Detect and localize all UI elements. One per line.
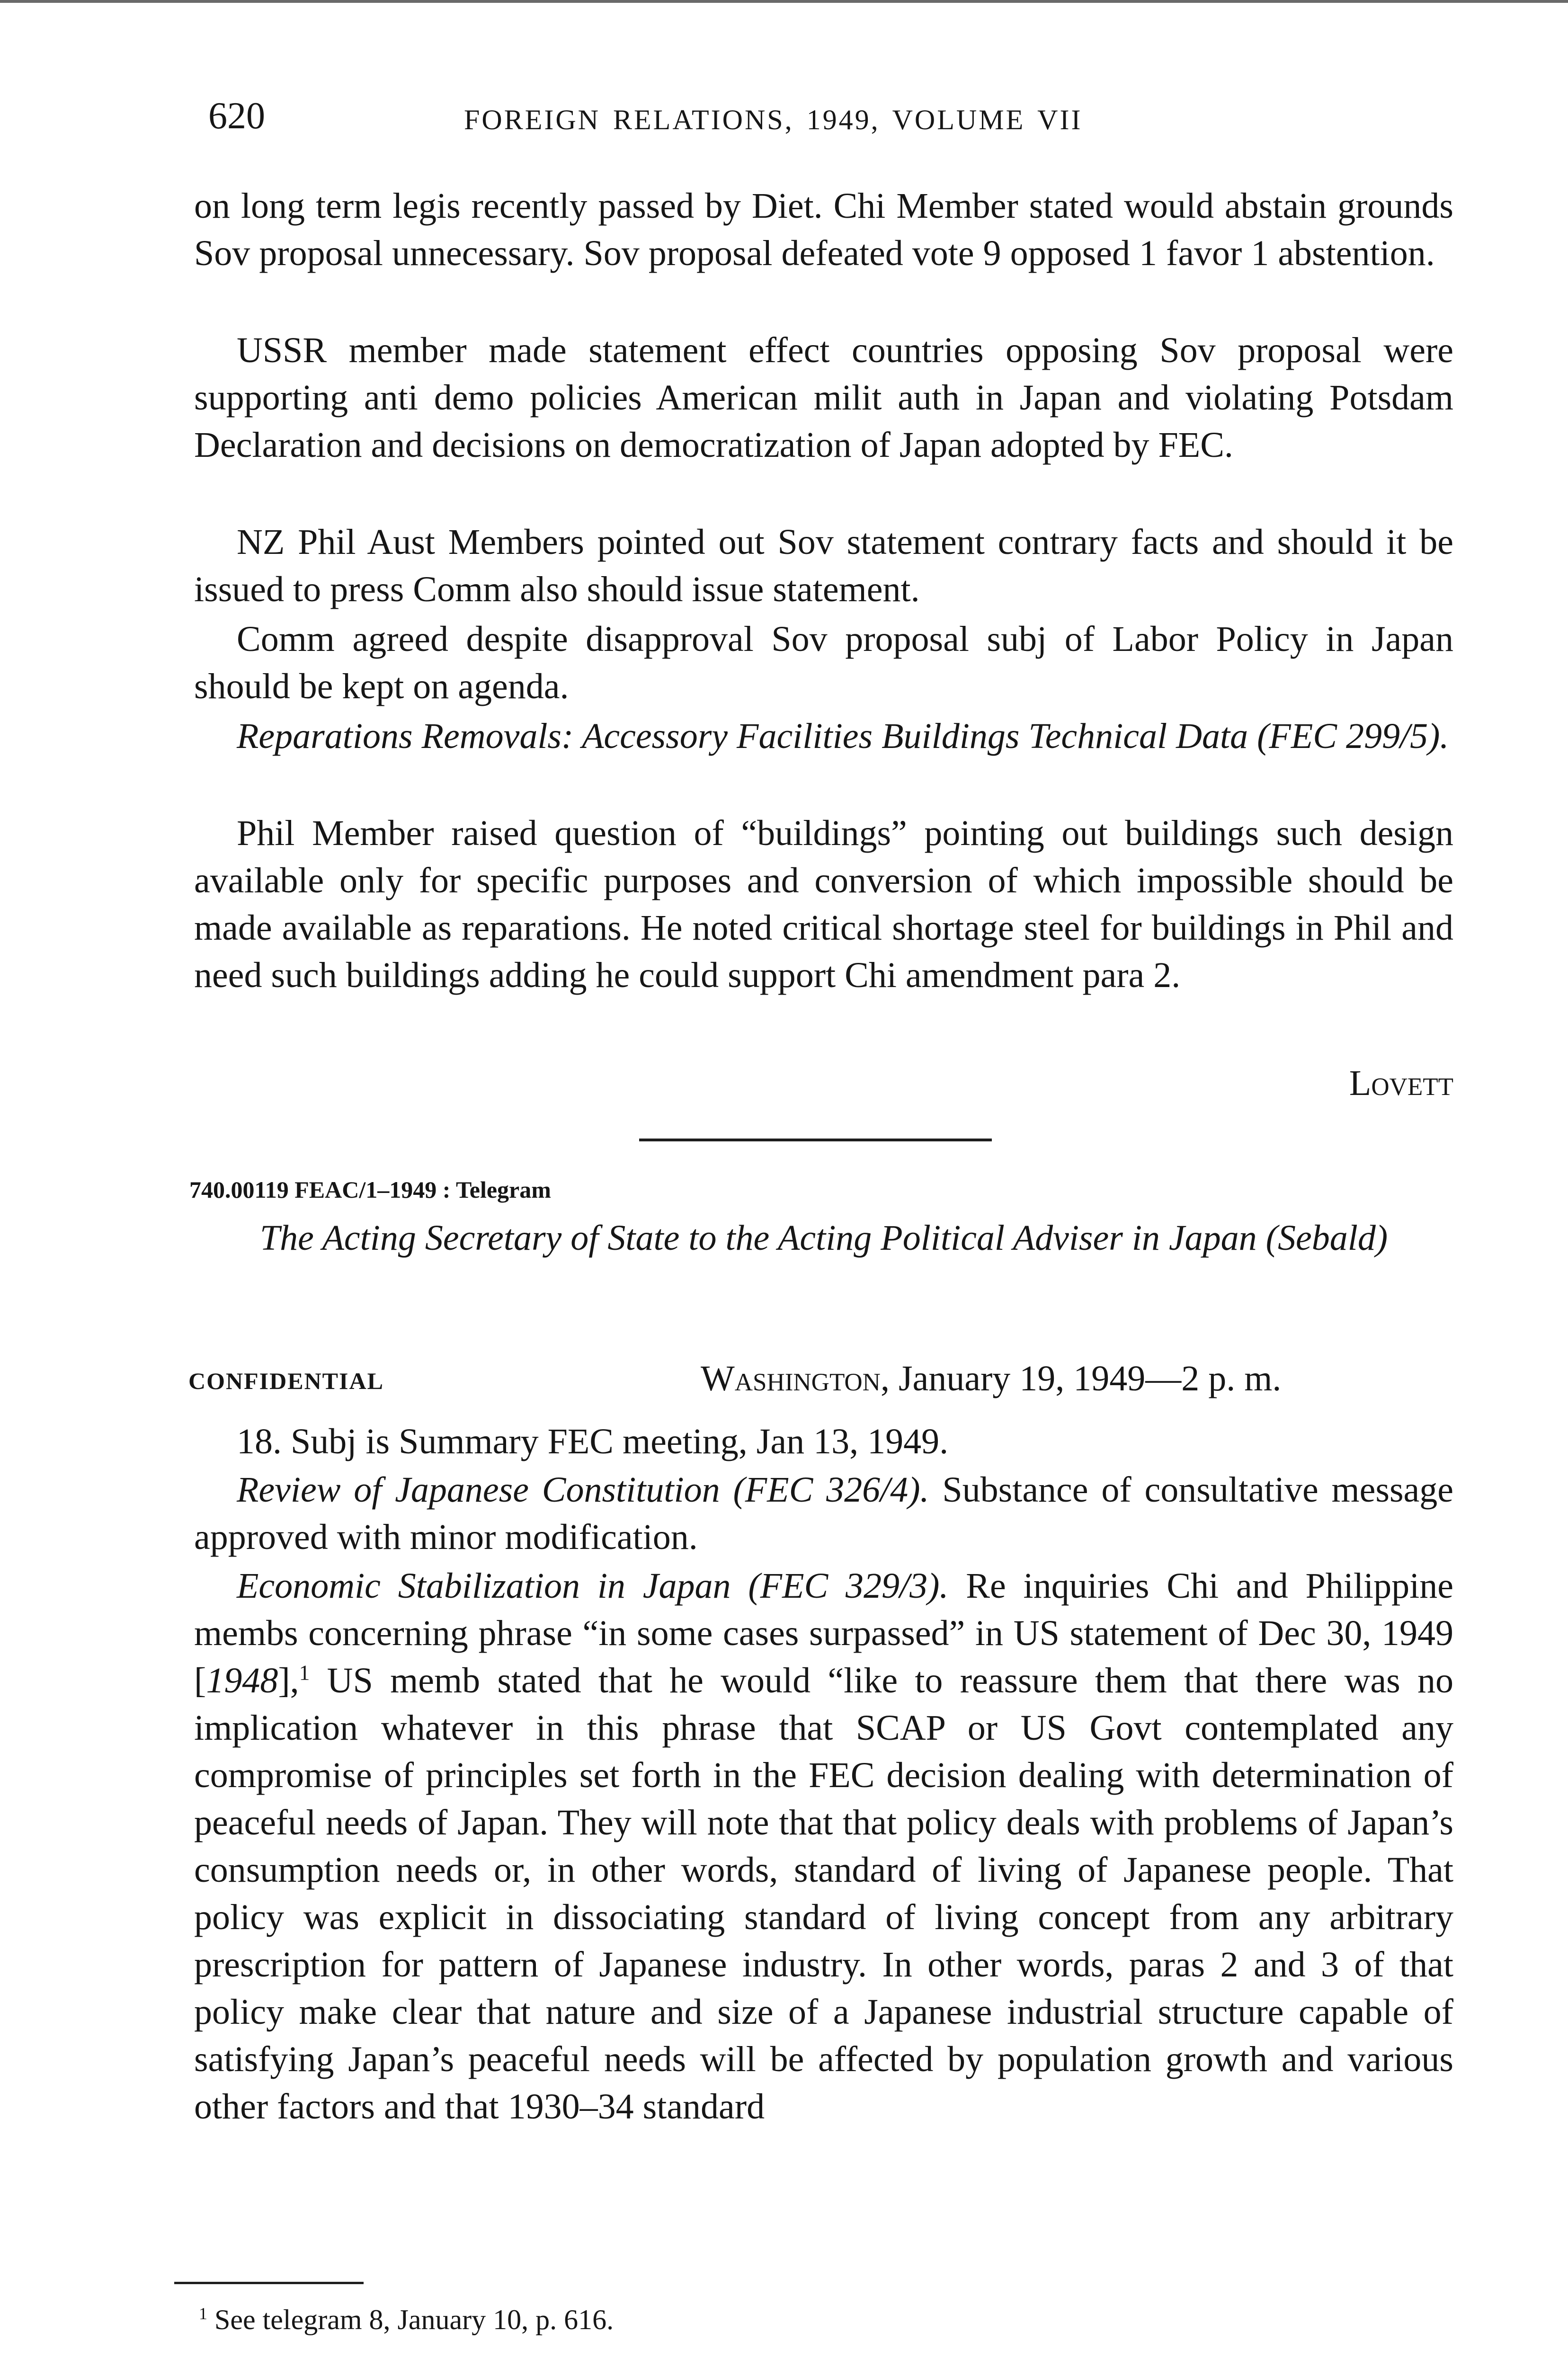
- section-heading-reparations: Reparations Removals: Accessory Facilities Buildings Technical Data (FEC 299/5).: [237, 716, 1449, 756]
- document-separator-rule: [639, 1139, 992, 1141]
- paragraph-economic-stabilization: [194, 1562, 1453, 2130]
- footnote-marker: 1: [199, 2304, 207, 2323]
- running-head: FOREIGN RELATIONS, 1949, VOLUME VII: [464, 104, 1083, 135]
- signature-lovett: Lovett: [1349, 1063, 1453, 1103]
- footnote-rule: [174, 2282, 364, 2284]
- page-top-edge: [0, 0, 1568, 3]
- dateline-city: Washington: [701, 1359, 881, 1398]
- dateline: [701, 1355, 1281, 1402]
- page-number: 620: [208, 95, 265, 137]
- economic-text-part-2: ],: [278, 1661, 299, 1700]
- review-text: Substance of consultative message approved with minor modification.: [194, 1470, 1453, 1557]
- bracket-year-correction: 1948: [206, 1661, 278, 1700]
- section-heading-economic: Economic Stabilization in Japan (FEC 329/3).: [237, 1566, 949, 1606]
- document-title: The Acting Secretary of State to the Acting Political Adviser in Japan (Sebald): [259, 1218, 1388, 1258]
- file-reference: 740.00119 FEAC/1–1949 : Telegram: [189, 1176, 551, 1203]
- paragraph-labor-policy: Comm agreed despite disapproval Sov proposal subj of Labor Policy in Japan should be kept on agenda.: [194, 619, 1453, 706]
- paragraph-nz-phil-aust: NZ Phil Aust Members pointed out Sov statement contrary facts and should it be issued to press Comm also should issue statement.: [194, 522, 1453, 609]
- paragraph-phil-buildings: Phil Member raised question of “buildings” pointing out buildings such design available only for specific purposes and conversion of which impossible should be made available as reparations. He noted critical shortage steel for buildings in Phil and need such buildings adding he could support Chi amendment para 2.: [194, 813, 1453, 995]
- dateline-date: , January 19, 1949—2 p. m.: [880, 1359, 1282, 1398]
- footnote-text: See telegram 8, January 10, p. 616.: [207, 2304, 614, 2335]
- economic-text-part-1: Re inquiries Chi and Philippine membs concerning phrase “in some cases surpassed” in US statement of Dec 30, 1949 [: [194, 1566, 1454, 1700]
- footnote: [199, 2301, 614, 2339]
- paragraph-review-constitution: [194, 1466, 1453, 1561]
- classification-label: CONFIDENTIAL: [188, 1368, 384, 1394]
- page-header: [208, 92, 1449, 140]
- paragraph-ussr-statement: USSR member made statement effect countries opposing Sov proposal were supporting anti demo policies American milit auth in Japan and violating Potsdam Declaration and decisions on democratization of Japan adopted by FEC.: [194, 330, 1453, 465]
- paragraph-subject: 18. Subj is Summary FEC meeting, Jan 13, 1949.: [237, 1422, 949, 1461]
- footnote-reference: 1: [299, 1660, 310, 1685]
- economic-text-part-3: US memb stated that he would “like to reassure them that there was no implication whatever in this phrase that SCAP or US Govt contemplated any compromise of principles set forth in the FEC decision dealing with determination of peaceful needs of Japan. They will note that that policy deals with problems of Japan’s consumption needs or, in other words, standard of living of Japanese people. That policy was explicit in dissociating standard of living concept from any arbitrary prescription for pattern of Japanese industry. In other words, paras 2 and 3 of that policy make clear that nature and size of a Japanese industrial structure capable of satisfying Japan’s peaceful needs will be affected by population growth and various other factors and that 1930–34 standard: [194, 1661, 1453, 2127]
- paragraph-diet-legislation: on long term legis recently passed by Diet. Chi Member stated would abstain grounds Sov proposal unnecessary. Sov proposal defeated vote 9 opposed 1 favor 1 abstention.: [194, 186, 1453, 273]
- section-heading-review: Review of Japanese Constitution (FEC 326/4).: [237, 1470, 929, 1510]
